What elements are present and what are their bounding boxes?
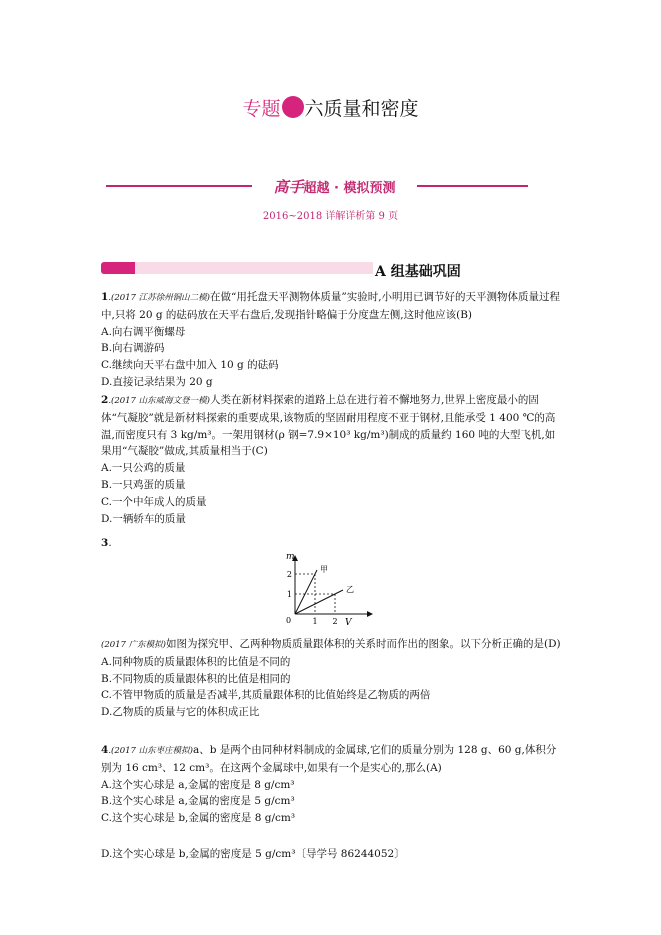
page-title <box>0 94 661 121</box>
y-tick-label-2: 2 <box>286 570 292 579</box>
option-a: A.同种物质的质量跟体积的比值是不同的 <box>101 655 291 668</box>
title-rest: 六质量和密度 <box>304 98 419 120</box>
question-stem: 在做“用托盘天平测物体质量”实验时,小明用已调节好的天平测物体质量过程中,只将 20 g 的砝码放在天平右盘后,发现指针略偏于分度盘左侧,这时他应该(B) <box>101 291 561 321</box>
title-prefix: 专题 <box>242 98 281 120</box>
y-tick-label-1: 1 <box>286 590 292 599</box>
option-d: D.一辆轿车的质量 <box>101 512 186 525</box>
option-a: A.这个实心球是 a,金属的密度是 8 g/cm³ <box>101 778 295 791</box>
question-stem: 如图为探究甲、乙两种物质质量跟体积的关系时而作出的图象。以下分析正确的是(D) <box>165 638 561 650</box>
question-number: 2 <box>101 394 109 406</box>
question-number: 1 <box>101 291 109 303</box>
option-c: C.继续向天平右盘中加入 10 g 的砝码 <box>101 359 279 372</box>
mass-volume-chart <box>280 550 380 628</box>
section-bar-accent <box>101 262 135 274</box>
question-2 <box>101 392 563 527</box>
banner-text: 超越 · 模拟预测 <box>303 181 396 196</box>
origin-label: 0 <box>286 616 292 625</box>
option-b: B.这个实心球是 a,金属的密度是 5 g/cm³ <box>101 795 295 808</box>
question-source: (2017 广东模拟) <box>101 640 166 650</box>
option-d: D.乙物质的质量与它的体积成正比 <box>101 706 260 719</box>
option-c: C.不管甲物质的质量是否减半,其质量跟体积的比值始终是乙物质的两倍 <box>101 689 431 702</box>
question-4 <box>101 742 563 863</box>
question-source: .(2017 江苏徐州铜山二模) <box>108 293 210 303</box>
question-3 <box>101 636 563 721</box>
banner-line-left <box>106 185 252 187</box>
option-a: A.向右调平衡螺母 <box>101 325 186 338</box>
y-axis-label: m <box>286 552 295 562</box>
page-reference: 2016~2018 详解详析第 9 页 <box>262 211 399 222</box>
series-label-jia: 甲 <box>320 565 328 574</box>
question-stem: 人类在新材料探索的道路上总在进行着不懈地努力,世界上密度最小的固体“气凝胶”就是新材料探索的重要成果,该物质的坚固耐用程度不亚于钢材,且能承受 1 400 ℃的高温,而密度只有 3 kg/m³。一架用钢材(ρ 钢=7.9×10³ kg/m³)制成的质量约 160 吨的大型飞机,如果用“气凝胶”做成,其质量相当于(C) <box>101 394 556 458</box>
option-d: D.这个实心球是 b,金属的密度是 5 g/cm³〔导学号 86244052〕 <box>101 847 405 860</box>
option-b: B.不同物质的质量跟体积的比值是相同的 <box>101 672 291 685</box>
series-label-yi: 乙 <box>346 585 354 594</box>
banner-line-right <box>417 185 528 187</box>
series-line-jia <box>295 570 317 614</box>
section-title: A 组基础巩固 <box>375 264 461 280</box>
option-d: D.直接记录结果为 20 g <box>101 375 213 388</box>
title-bullet-icon <box>282 96 304 118</box>
series-line-yi <box>295 590 343 614</box>
question-stem: a、b 是两个由同种材料制成的金属球,它们的质量分别为 128 g、60 g,体积分别为 16 cm³、12 cm³。在这两个金属球中,如果有一个是实心的,那么(A) <box>101 744 557 774</box>
question-number: 4 <box>101 744 109 756</box>
option-b: B.一只鸡蛋的质量 <box>101 478 186 491</box>
option-a: A.一只公鸡的质量 <box>101 462 186 475</box>
x-tick-label-1: 1 <box>312 617 318 626</box>
option-b: B.向右调游码 <box>101 342 165 355</box>
guide-lines <box>295 574 335 614</box>
option-c: C.一个中年成人的质量 <box>101 495 207 508</box>
question-source: .(2017 山东威海文登一模) <box>108 396 210 406</box>
question-number: 3 <box>101 537 109 549</box>
section-bar <box>135 262 373 274</box>
x-tick-label-2: 2 <box>332 617 338 626</box>
banner-logo: 高手 <box>273 178 304 196</box>
x-axis-label: V <box>345 618 352 628</box>
question-source: .(2017 山东枣庄模拟) <box>108 746 193 756</box>
question-1 <box>101 289 563 391</box>
banner <box>252 176 417 197</box>
question-period: . <box>108 537 112 549</box>
option-c: C.这个实心球是 b,金属的密度是 8 g/cm³ <box>101 812 296 825</box>
